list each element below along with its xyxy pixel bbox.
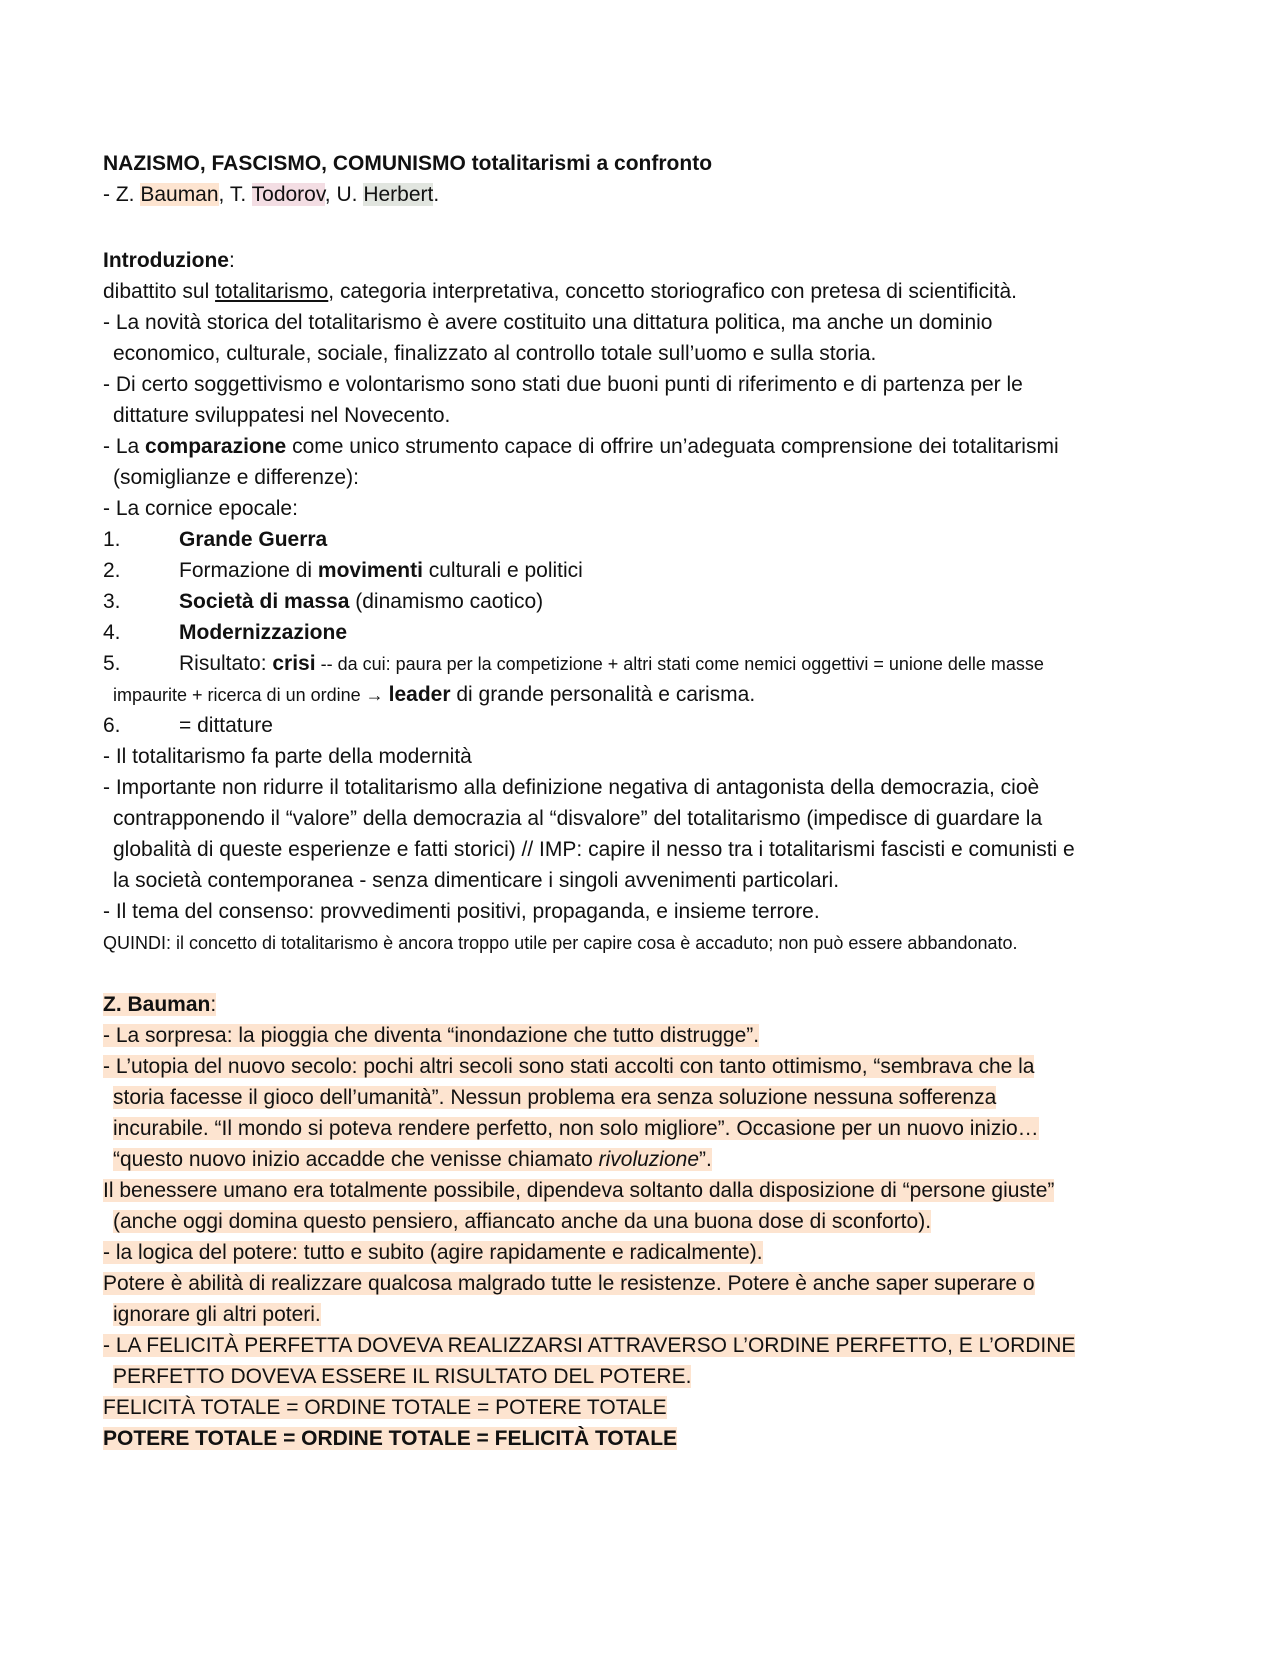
paragraph-line: contrapponendo il “valore” della democrazia al “disvalore” del totalitarismo (impedisce di guardare la — [113, 807, 1043, 830]
conclusion-line: QUINDI: il concetto di totalitarismo è ancora troppo utile per capire cosa è accaduto; non può essere abbandonato. — [103, 933, 1018, 953]
list-item: 6. = dittature — [103, 714, 273, 737]
paragraph-line: la società contemporanea - senza dimenticare i singoli avvenimenti particolari. — [113, 869, 840, 892]
bauman-line: - LA FELICITÀ PERFETTA DOVEVA REALIZZARSI ATTRAVERSO L’ORDINE PERFETTO, E L’ORDINE — [103, 1334, 1076, 1357]
paragraph-line: - Il tema del consenso: provvedimenti positivi, propaganda, e insieme terrore. — [103, 900, 820, 923]
title-text: NAZISMO, FASCISMO, COMUNISMO totalitarismi a confronto — [103, 152, 713, 175]
paragraph-line: - Il totalitarismo fa parte della modernità — [103, 745, 472, 768]
paragraph-line: (somiglianze e differenze): — [113, 466, 359, 489]
bauman-line: - La sorpresa: la pioggia che diventa “inondazione che tutto distrugge”. — [103, 1024, 760, 1047]
paragraph-line: - La novità storica del totalitarismo è avere costituito una dittatura politica, ma anche un dominio — [103, 311, 993, 334]
bauman-line: Potere è abilità di realizzare qualcosa malgrado tutte le resistenze. Potere è anche saper superare o — [103, 1272, 1035, 1295]
equation-line: FELICITÀ TOTALE = ORDINE TOTALE = POTERE TOTALE — [103, 1396, 667, 1419]
document-title — [103, 149, 712, 179]
author-bauman: Bauman — [140, 183, 219, 206]
bauman-line: incurabile. “Il mondo si poteva rendere perfetto, non solo migliore”. Occasione per un nuovo inizio… — [113, 1117, 1039, 1140]
list-item: 5. Risultato: crisi -- da cui: paura per la competizione + altri stati come nemici oggettivi = unione delle masse — [103, 652, 1044, 675]
list-item: 1. Grande Guerra — [103, 528, 328, 551]
paragraph-line: - La comparazione come unico strumento capace di offrire un’adeguata comprensione dei totalitarismi — [103, 435, 1059, 458]
bauman-line: ignorare gli altri poteri. — [113, 1303, 321, 1326]
list-item: 4. Modernizzazione — [103, 621, 348, 644]
bauman-line: “questo nuovo inizio accadde che venisse chiamato rivoluzione”. — [113, 1148, 712, 1171]
author-herbert: Herbert — [363, 183, 434, 206]
underlined-term: totalitarismo — [215, 280, 329, 303]
intro-heading: Introduzione: — [103, 249, 235, 272]
bauman-line: - la logica del potere: tutto e subito (agire rapidamente e radicalmente). — [103, 1241, 763, 1264]
bauman-heading: Z. Bauman: — [103, 993, 217, 1016]
paragraph-line: - Importante non ridurre il totalitarismo alla definizione negativa di antagonista della democrazia, cioè — [103, 776, 1040, 799]
paragraph-line: dibattito sul totalitarismo, categoria interpretativa, concetto storiografico con pretesa di scientificità. — [103, 280, 1017, 303]
equation-line-bold: POTERE TOTALE = ORDINE TOTALE = FELICITÀ TOTALE — [103, 1427, 678, 1450]
paragraph-line: dittature sviluppatesi nel Novecento. — [113, 404, 451, 427]
paragraph-line: globalità di queste esperienze e fatti storici) // IMP: capire il nesso tra i totalitarismi fascisti e comunisti e — [113, 838, 1075, 861]
authors-line: - Z. Bauman, T. Todorov, U. Herbert. — [103, 183, 440, 206]
list-item: 2. Formazione di movimenti culturali e politici — [103, 559, 583, 582]
list-item-continuation: impaurite + ricerca di un ordine → leader di grande personalità e carisma. — [113, 683, 756, 706]
paragraph-line: - Di certo soggettivismo e volontarismo sono stati due buoni punti di riferimento e di partenza per le — [103, 373, 1023, 396]
paragraph-line: economico, culturale, sociale, finalizzato al controllo totale sull’uomo e sulla storia. — [113, 342, 877, 365]
bauman-line: Il benessere umano era totalmente possibile, dipendeva soltanto dalla disposizione di “persone giuste” — [103, 1179, 1055, 1202]
author-todorov: Todorov — [251, 183, 325, 206]
bauman-line: storia facesse il gioco dell’umanità”. Nessun problema era senza soluzione nessuna sofferenza — [113, 1086, 997, 1109]
bauman-line: PERFETTO DOVEVA ESSERE IL RISULTATO DEL POTERE. — [113, 1365, 692, 1388]
bauman-line: - L’utopia del nuovo secolo: pochi altri secoli sono stati accolti con tanto ottimismo, “sembrava che la — [103, 1055, 1035, 1078]
list-item: 3. Società di massa (dinamismo caotico) — [103, 590, 544, 613]
paragraph-line: - La cornice epocale: — [103, 497, 298, 520]
bauman-line: (anche oggi domina questo pensiero, affiancato anche da una buona dose di sconforto). — [113, 1210, 932, 1233]
